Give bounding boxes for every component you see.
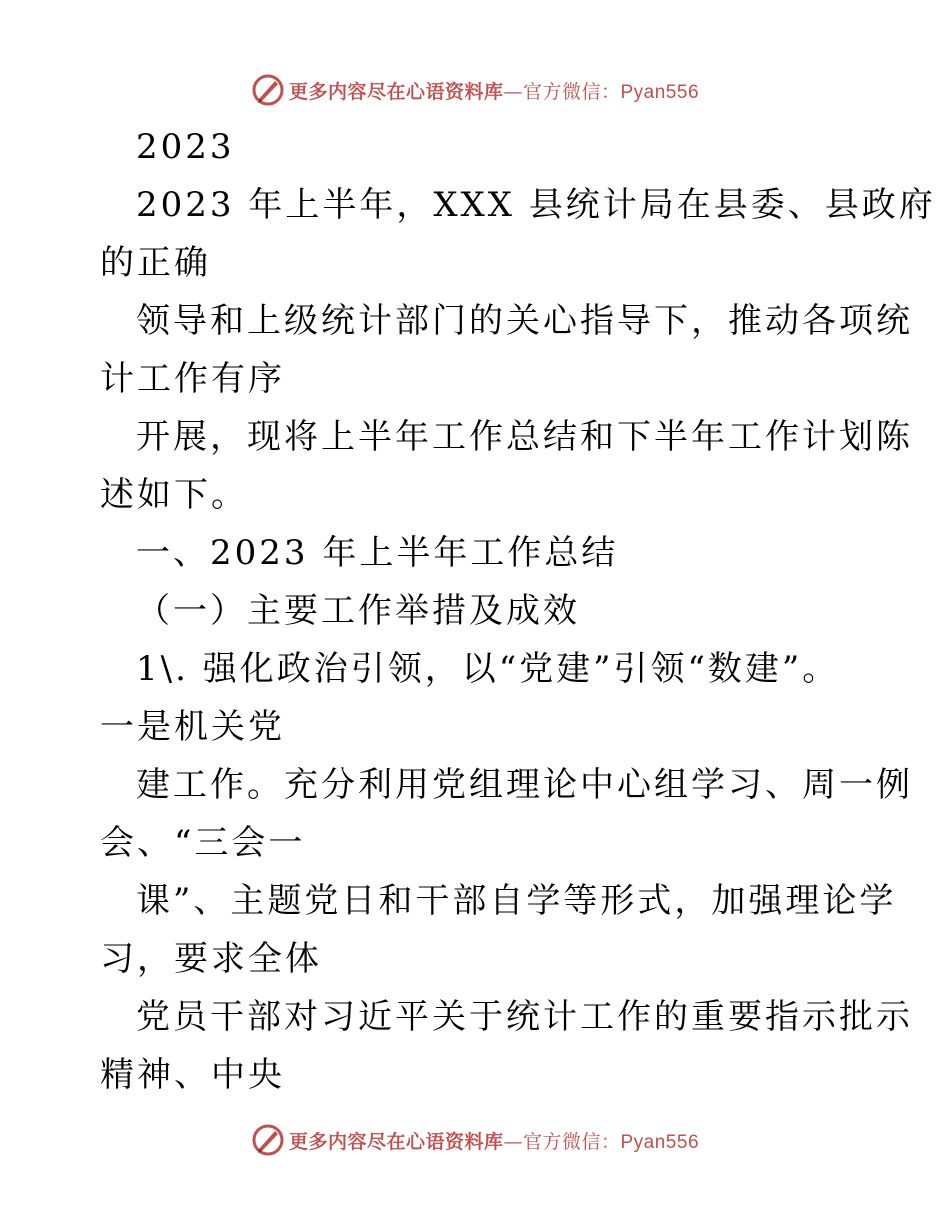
text-line: 2023 年上半年，XXX 县统计局在县委、县政府 xyxy=(136,185,936,225)
text-line: 党员干部对习近平关于统计工作的重要指示批示 xyxy=(136,997,913,1037)
text-line: 2023 xyxy=(136,127,235,167)
text-line: 精神、中央 xyxy=(100,1055,285,1095)
document-body xyxy=(100,118,936,1104)
text-line: 一是机关党 xyxy=(100,707,285,747)
text-line: 的正确 xyxy=(100,243,211,283)
quill-logo-icon xyxy=(251,1123,285,1157)
text-line: 课”、主题党日和干部自学等形式，加强理论学 xyxy=(136,881,897,921)
text-line: 会、“三会一 xyxy=(100,823,306,863)
text-line: 述如下。 xyxy=(100,475,248,515)
text-line: 领导和上级统计部门的关心指导下，推动各项统 xyxy=(136,301,913,341)
text-line: 开展，现将上半年工作总结和下半年工作计划陈 xyxy=(136,417,913,457)
header-watermark xyxy=(0,70,950,110)
text-line: 1\. 强化政治引领，以“党建”引领“数建”。 xyxy=(136,649,840,689)
text-line: 计工作有序 xyxy=(100,359,285,399)
quill-logo-icon xyxy=(251,73,285,107)
watermark-text: 更多内容尽在心语资料库—官方微信：Pyan556 xyxy=(288,80,700,103)
watermark-text: 更多内容尽在心语资料库—官方微信：Pyan556 xyxy=(288,1130,700,1153)
text-line: 习，要求全体 xyxy=(100,939,322,979)
footer-watermark xyxy=(0,1120,950,1160)
subsection-heading: （一）主要工作举措及成效 xyxy=(136,591,580,631)
section-heading: 一、2023 年上半年工作总结 xyxy=(136,533,619,573)
text-line: 建工作。充分利用党组理论中心组学习、周一例 xyxy=(136,765,913,805)
